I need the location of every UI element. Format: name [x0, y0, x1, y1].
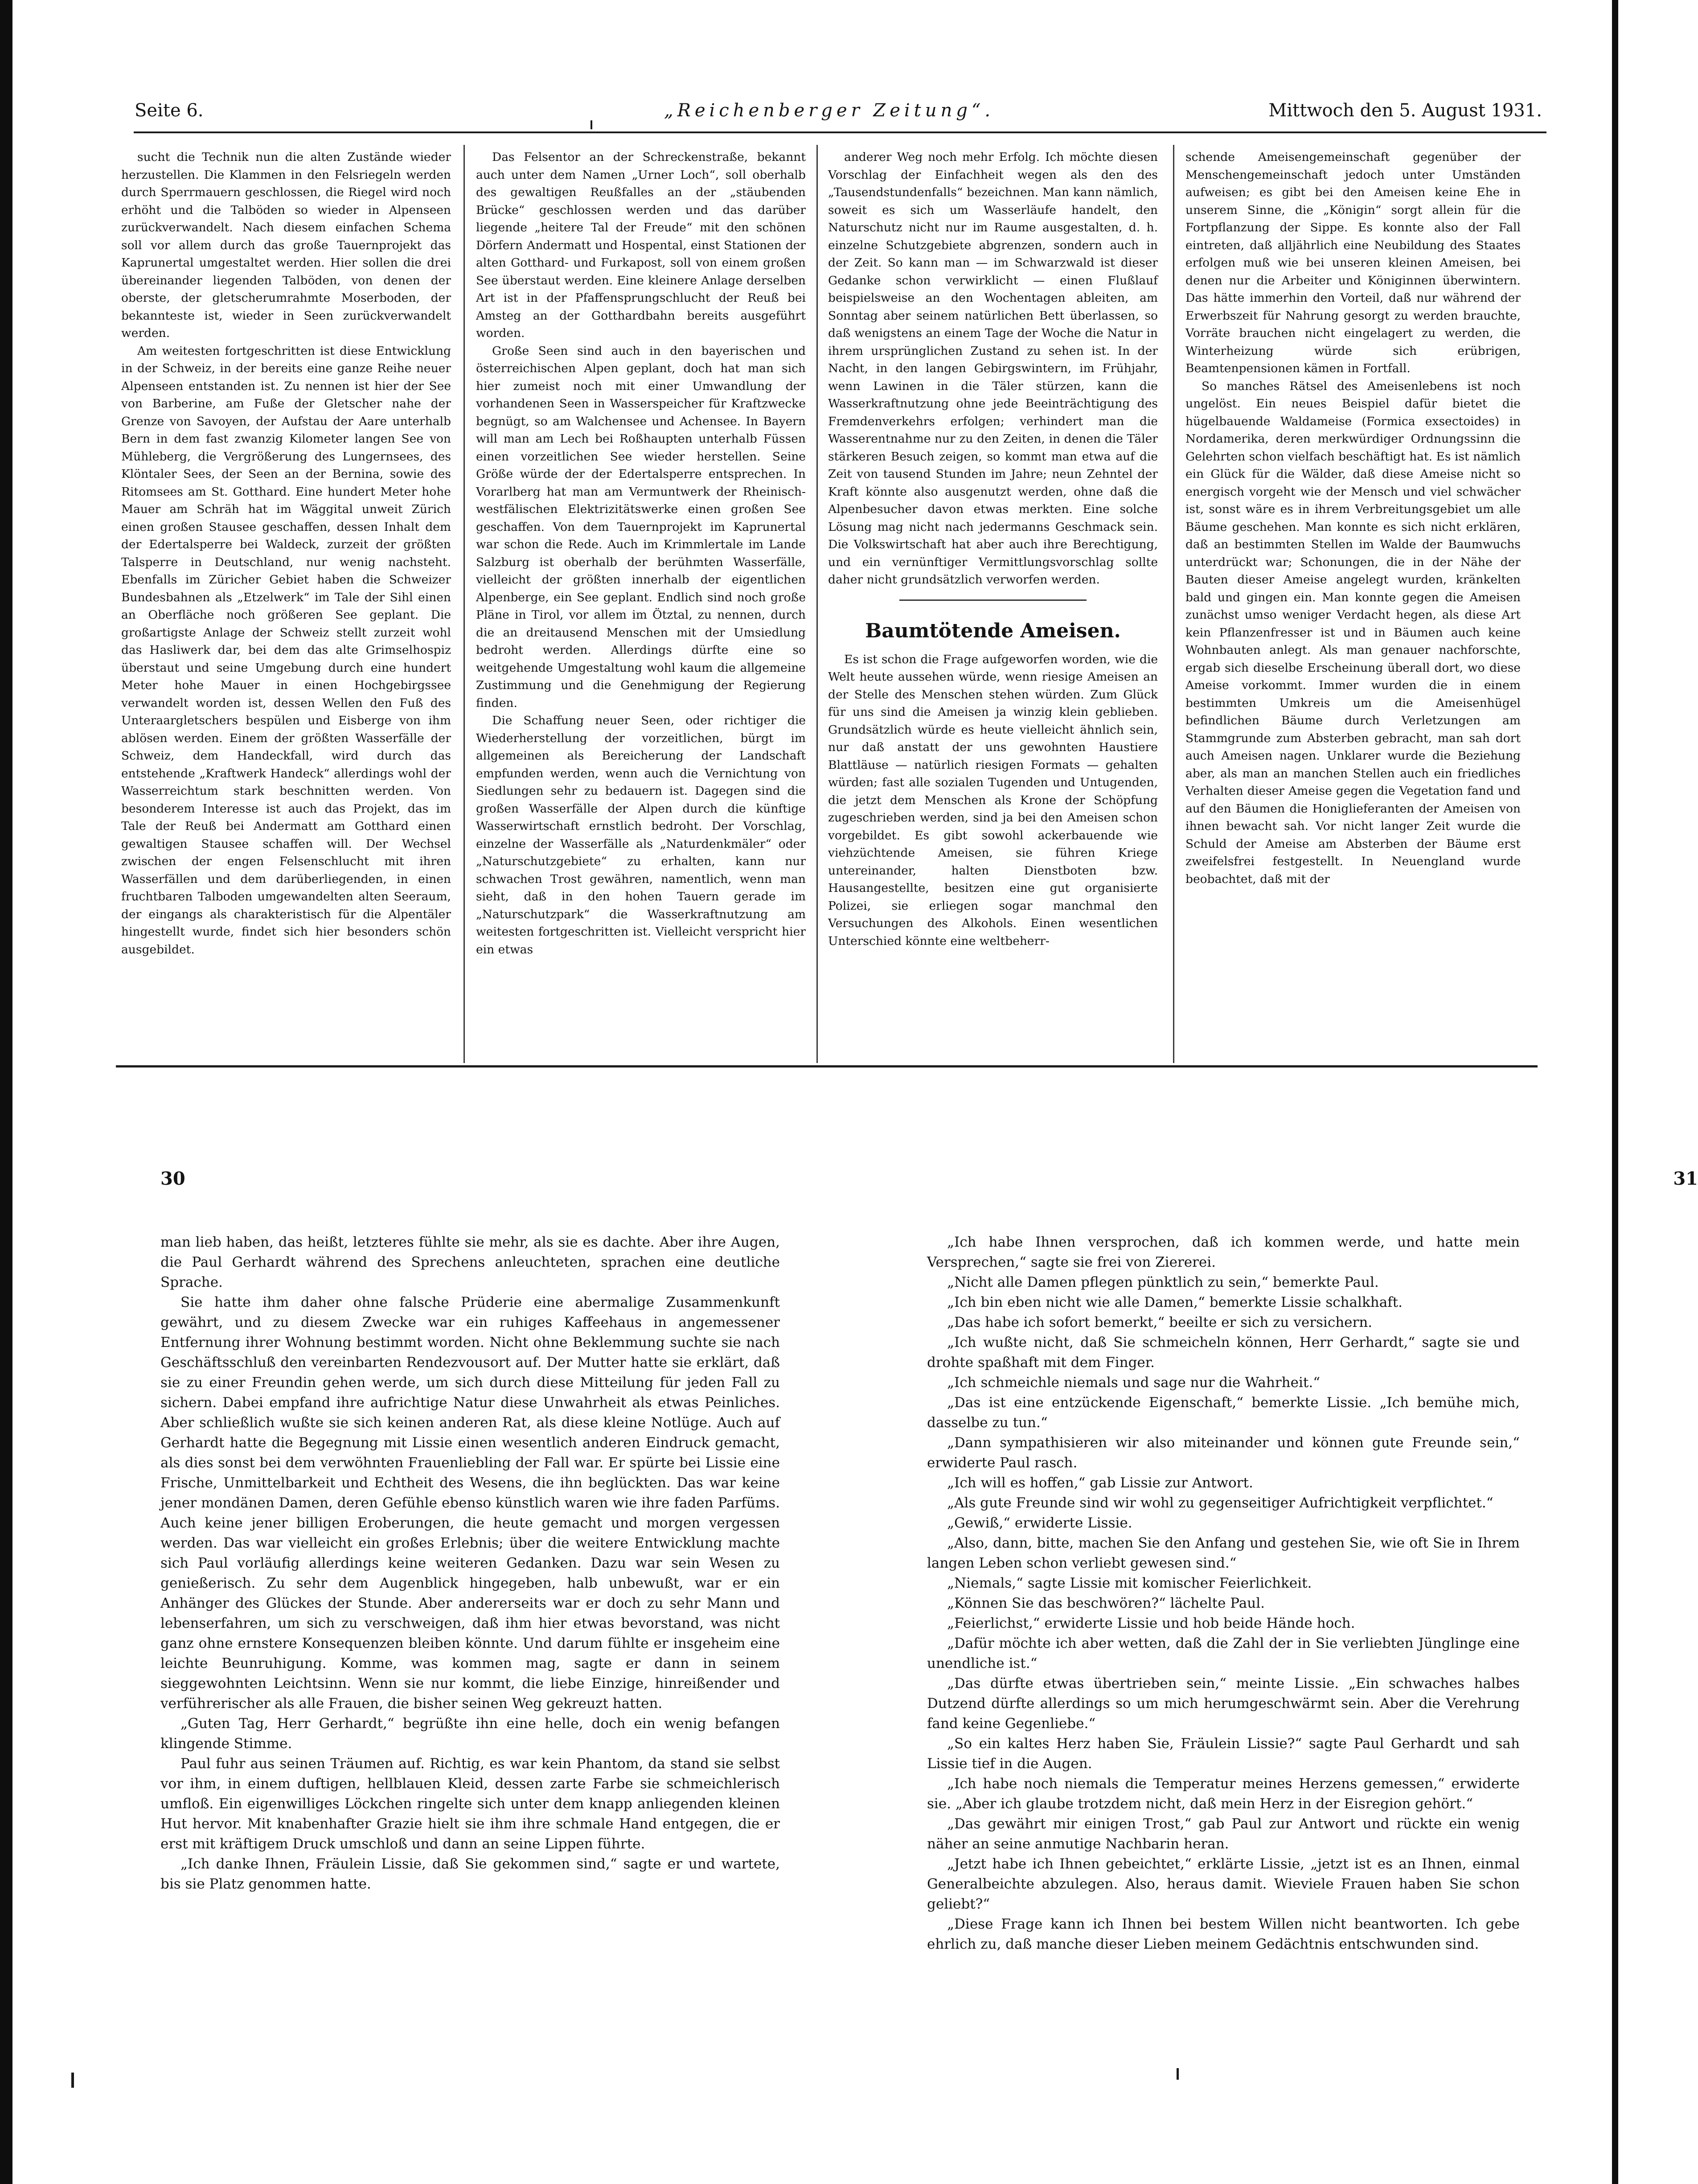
book-paragraph: „Nicht alle Damen pflegen pünktlich zu sein,“ bemerkte Paul. [947, 1274, 1379, 1290]
scanner-edge-left [0, 0, 12, 2184]
book-paragraph: „Dafür möchte ich aber wetten, daß die Zahl der in Sie verliebten Jünglinge eine unendliche ist.“ [927, 1635, 1520, 1671]
book-paragraph: man lieb haben, das heißt, letzteres fühlte sie mehr, als sie es dachte. Aber ihre Augen, die Paul Gerhardt während des Sprechens anleuchteten, sprachen eine deutliche Sprache. [160, 1234, 780, 1290]
page-number: 31 [1673, 1168, 1698, 1189]
book-paragraph: „Feierlichst,“ erwiderte Lissie und hob beide Hände hoch. [947, 1615, 1355, 1631]
column-divider [816, 145, 818, 1063]
book-paragraph: „Ich habe noch niemals die Temperatur meines Herzens gemessen,“ erwiderte sie. „Aber ich glaube trotzdem nicht, daß mein Herz in der Eisregion gehört.“ [927, 1776, 1520, 1812]
book-paragraph: „Ich bin eben nicht wie alle Damen,“ bemerkte Lissie schalkhaft. [947, 1294, 1403, 1310]
book-paragraph: „Gewiß,“ erwiderte Lissie. [947, 1515, 1132, 1531]
book-paragraph: „Dann sympathisieren wir also miteinander und können gute Freunde sein,“ erwiderte Paul rasch. [927, 1435, 1520, 1471]
book-paragraph: „Also, dann, bitte, machen Sie den Anfang und gestehen Sie, wie oft Sie in Ihrem langen Leben schon verliebt gewesen sind.“ [927, 1535, 1520, 1571]
article-paragraph: schende Ameisengemeinschaft gegenüber der Menschengemeinschaft jedoch unter Umständen aufweisen; es gibt bei den Ameisen keine Ehe in unserem Sinne, die „Königin“ sorgt allein für die Fortpflanzung der Sippe. Es konnte also der Fall eintreten, daß alljährlich eine Neubildung des Staates erfolgen muß wie bei unseren kleinen Ameisen, bei denen nur die Arbeiter und Königinnen überwintern. Das hätte immerhin den Vorteil, daß nur während der Erwerbszeit für Nahrung gesorgt zu werden brauchte, Vorräte brauchen nicht eingelagert zu werden, die Winterheizung würde sich erübrigen, Beamtenpensionen kämen in Fortfall. [1185, 150, 1521, 375]
article-paragraph: Es ist schon die Frage aufgeworfen worden, wie die Welt heute aussehen würde, wenn riesige Ameisen an der Stelle des Menschen stehen würden. Zum Glück für uns sind die Ameisen ja winzig klein geblieben. Grundsätzlich würde es heute vielleicht ähnlich sein, nur daß anstatt der uns gewohnten Haustiere Blattläuse — natürlich riesigen Formats — gehalten würden; fast alle sozialen Tugenden und Untugenden, die jetzt dem Menschen als Krone der Schöpfung zugeschrieben werden, sind ja bei den Ameisen schon vorgebildet. Es gibt sowohl ackerbauende wie viehzüchtende Ameisen, sie führen Kriege untereinander, halten Dienstboten bzw. Hausangestellte, besitzen eine gut organisierte Polizei, sie erliegen sogar manchmal den Versuchungen des Alkohols. Einen wesentlichen Unterschied könnte eine weltbeherr- [828, 652, 1158, 948]
article-paragraph: anderer Weg noch mehr Erfolg. Ich möchte diesen Vorschlag der Einfachheit wegen als den des „Tausendstundenfalls“ bezeichnen. Man kann nämlich, soweit es sich um Wasserläufe handelt, den Naturschutz nicht nur im Raume ausgestalten, d. h. einzelne Schutzgebiete abgrenzen, sondern auch in der Zeit. So kann man — im Schwarzwald ist dieser Gedanke schon verwirklicht — einen Flußlauf beispielsweise an den Wochentagen ableiten, am Sonntag aber seinem natürlichen Bett überlassen, so daß wenigstens an einem Tage der Woche die Natur in ihrem ursprünglichen Zustand zu sehen ist. In der Nacht, in den langen Gebirgswintern, im Frühjahr, wenn Lawinen in die Täler stürzen, kann die Wasserkraftnutzung ohne jede Beeinträchtigung des Fremdenverkehrs erfolgen; verhindert man die Wasserentnahme nur zu den Zeiten, in denen die Täler stärkeren Besuch zeigen, so kommt man etwa auf die Zeit von tausend Stunden im Jahre; neun Zehntel der Kraft könnte also ausgenutzt werden, ohne daß die Alpenbesucher davon etwas merkten. Eine solche Lösung mag nicht nach jedermanns Geschmack sein. Die Volkswirtschaft hat aber auch ihre Berechtigung, und ein vernünftiger Vermittlungsvorschlag sollte daher nicht grundsätzlich verworfen werden. [828, 150, 1158, 587]
newspaper-bottom-rule [116, 1065, 1538, 1067]
article-heading: Baumtötende Ameisen. [865, 619, 1121, 642]
newspaper-masthead [107, 96, 1546, 127]
newspaper-column-1 [121, 148, 451, 1062]
book-paragraph: „Jetzt habe ich Ihnen gebeichtet,“ erklärte Lissie, „jetzt ist es an Ihnen, einmal Generalbeichte abzulegen. Also, heraus damit. Wieviele Frauen haben Sie schon geliebt?“ [927, 1856, 1520, 1912]
article-paragraph: Die Schaffung neuer Seen, oder richtiger die Wiederherstellung der vorzeitlichen, bürgt im allgemeinen als Bereicherung der Landschaft empfunden werden, wenn auch die Vernichtung von Siedlungen sehr zu bedauern ist. Dagegen sind die großen Wasserfälle der Alpen durch die künftige Wasserwirtschaft ernstlich bedroht. Der Vorschlag, einzelne der Wasserfälle als „Naturdenkmäler“ oder „Naturschutzgebiete“ zu erhalten, kann nur schwachen Trost gewähren, namentlich, wenn man sieht, daß in den hohen Tauern gerade im „Naturschutzpark“ die Wasserkraftnutzung am weitesten fortgeschritten ist. Vielleicht verspricht hier ein etwas [476, 714, 806, 957]
article-paragraph: sucht die Technik nun die alten Zustände wieder herzustellen. Die Klammen in den Felsriegeln werden durch Sperrmauern geschlossen, die Riegel wird noch erhöht und die Talböden so wieder in Alpenseen zurückverwandelt. Nach diesem einfachen Schema soll vor allem durch das große Tauernprojekt das Kaprunertal umgestaltet werden. Hier sollen die drei übereinander liegenden Talböden, von denen der oberste, der gletscherumrahmte Moserboden, der bekannteste ist, wieder in Seen zurückverwandelt werden. [121, 150, 451, 340]
book-paragraph: „Können Sie das beschwören?“ lächelte Paul. [947, 1595, 1265, 1611]
book-paragraph: „Das gewährt mir einigen Trost,“ gab Paul zur Antwort und rückte ein wenig näher an seine anmutige Nachbarin heran. [927, 1816, 1520, 1852]
book-paragraph: „Ich schmeichle niemals und sage nur die Wahrheit.“ [947, 1375, 1321, 1391]
book-paragraph: „Als gute Freunde sind wir wohl zu gegenseitiger Aufrichtigkeit verpflichtet.“ [947, 1495, 1493, 1511]
newspaper-column-4 [1185, 148, 1521, 1062]
scanner-edge-right [1612, 0, 1618, 2184]
book-paragraph: „Ich danke Ihnen, Fräulein Lissie, daß Sie gekommen sind,“ sagte er und wartete, bis sie Platz genommen hatte. [160, 1856, 780, 1892]
book-paragraph: Sie hatte ihm daher ohne falsche Prüderie eine abermalige Zusammenkunft gewährt, und zu diesem Zwecke war ein ruhiges Kaffeehaus in angemessener Entfernung ihrer Wohnung bestimmt worden. Nicht ohne Beklemmung suchte sie nach Geschäftsschluß den vereinbarten Rendezvousort auf. Der Mutter hatte sie erklärt, daß sie zu einer Freundin gehen werde, um sich durch diese Mitteilung für jeden Fall zu sichern. Dabei empfand ihre aufrichtige Natur diese Unwahrheit als etwas Peinliches. Aber schließlich wußte sie sich keinen anderen Rat, als diese kleine Notlüge. Auch auf Gerhardt hatte die Begegnung mit Lissie einen wesentlich anderen Eindruck gemacht, als dies sonst bei dem verwöhnten Frauenliebling der Fall war. Er spürte bei Lissie eine Frische, Unmittelbarkeit und Echtheit des Wesens, die ihn beglückten. Das war keine jener mondänen Damen, deren Gefühle ebenso künstlich waren wie ihre faden Parfüms. Auch keine jener billigen Eroberungen, die heute gemacht und morgen vergessen werden. Das war vielleicht ein großes Erlebnis; über die weitere Entwicklung machte sich Paul vorläufig allerdings keine weiteren Gedanken. Dazu war sein Wesen zu genießerisch. Zu sehr dem Augenblick hingegeben, halb unbewußt, war er ein Anhänger des Glückes der Stunde. Aber andererseits war er doch zu sehr Mann und lebenserfahren, um sich zu verschweigen, daß ihm hier etwas bevorstand, was nicht ganz ohne ernstere Konsequenzen bleiben könnte. Und darum fühlte er insgeheim eine leichte Beunruhigung. Komme, was kommen mag, sagte er dann in seinem sieggewohnten Leichtsinn. Wenn sie nur kommt, die liebe Einzige, hinreißender und verführerischer als alle Frauen, die bisher seinen Weg gekreuzt hatten. [160, 1294, 780, 1712]
article-paragraph: Große Seen sind auch in den bayerischen und österreichischen Alpen geplant, doch hat man sich hier zumeist noch mit einer Umwandlung der vorhandenen Seen in Wasserspeicher für Kraftzwecke begnügt, so am Walchensee und Achensee. In Bayern will man am Lech bei Roßhaupten unterhalb Füssen einen vorzeitlichen See wieder herstellen. Seine Größe würde der der Edertalsperre entsprechen. In Vorarlberg hat man am Vermuntwerk der Rheinisch-westfälischen Elektrizitätswerke einen großen See geschaffen. Von dem Tauernprojekt im Kaprunertal war schon die Rede. Auch im Krimmlertale im Lande Salzburg ist oberhalb der berühmten Wasserfälle, vielleicht der größten innerhalb der eigentlichen Alpenberge, ein See geplant. Endlich sind noch große Pläne in Tirol, vor allem im Ötztal, zu nennen, durch die an dreitausend Menschen mit der Umsiedlung bedroht werden. Allerdings dürfte eine so weitgehende Umgestaltung wohl kaum die allgemeine Zustimmung und die Genehmigung der Regierung finden. [476, 344, 806, 710]
page-number: 30 [160, 1168, 185, 1189]
book-paragraph: „Ich habe Ihnen versprochen, daß ich kommen werde, und hatte mein Versprechen,“ sagte sie frei von Ziererei. [927, 1234, 1520, 1270]
book-paragraph: „Niemals,“ sagte Lissie mit komischer Feierlichkeit. [947, 1575, 1312, 1591]
newspaper-column-3 [828, 148, 1158, 1062]
book-paragraph: „Ich will es hoffen,“ gab Lissie zur Antwort. [947, 1475, 1253, 1491]
article-paragraph: Das Felsentor an der Schreckenstraße, bekannt auch unter dem Namen „Urner Loch“, soll oberhalb des gewaltigen Reußfalles an der „stäubenden Brücke“ geschlossen werden und das darüber liegende „heitere Tal der Freude“ mit den schönen Dörfern Andermatt und Hospental, einst Stationen der alten Gotthard- und Furkapost, soll von einem großen See überstaut werden. Eine kleinere Anlage derselben Art ist in der Pfaffensprungschlucht der Reuß bei Amsteg an der Gotthardbahn bereits ausgeführt worden. [476, 150, 806, 340]
newspaper-page-label: Seite 6. [135, 100, 204, 121]
book-page-left [160, 1168, 807, 2059]
book-page-right [927, 1168, 1698, 2059]
print-mark [591, 120, 592, 129]
newspaper-name: „Reichenberger Zeitung“. [664, 100, 995, 121]
book-paragraph: „So ein kaltes Herz haben Sie, Fräulein Lissie?“ sagte Paul Gerhardt und sah Lissie tief in die Augen. [927, 1736, 1520, 1772]
book-paragraph: „Das ist eine entzückende Eigenschaft,“ bemerkte Lissie. „Ich bemühe mich, dasselbe zu tun.“ [927, 1395, 1520, 1431]
print-mark [1177, 2068, 1179, 2080]
column-divider [463, 145, 465, 1063]
newspaper-date: Mittwoch den 5. August 1931. [1268, 100, 1542, 121]
book-text [927, 1232, 1520, 2035]
article-paragraph: So manches Rätsel des Ameisenlebens ist noch ungelöst. Ein neues Beispiel dafür bietet die hügelbauende Waldameise (Formica exsectoides) in Nordamerika, deren merkwürdiger Ordnungssinn die Gelehrten schon vielfach beschäftigt hat. Es ist nämlich ein Glück für die Wälder, daß diese Ameise nicht so energisch vorgeht wie der Mensch und viel schwächer ist, sonst wäre es in ihrem Verbreitungsgebiet um alle Bäume geschehen. Man konnte es sich nicht erklären, daß an bestimmten Stellen im Walde der Baumwuchs unterdrückt war; Schonungen, die in der Nähe der Bauten dieser Ameise angelegt wurden, kränkelten bald und gingen ein. Man konnte gegen die Ameisen zunächst umso weniger Verdacht hegen, als diese Art kein Pflanzenfresser ist und in Bäumen auch keine Wohnbauten anlegt. Als man genauer nachforschte, ergab sich dieselbe Erscheinung überall dort, wo diese Ameise vorkommt. Immer wurden die in einem bestimmten Umkreis um die Ameisenhügel befindlichen Bäume durch Verletzungen am Stammgrunde zum Absterben gebracht, man sah dort auch Ameisen nagen. Unklarer wurde die Beziehung aber, als man an manchen Stellen auch ein friedliches Verhalten dieser Ameise gegen die Vegetation fand und auf den Bäumen die Honiglieferanten der Ameisen von ihnen bewacht sah. Vor nicht langer Zeit wurde die Schuld der Ameise am Absterben der Bäume erst zweifelsfrei festgestellt. In Neuengland wurde beobachtet, daß mit der [1185, 379, 1521, 886]
book-paragraph: „Guten Tag, Herr Gerhardt,“ begrüßte ihn eine helle, doch ein wenig befangen klingende Stimme. [160, 1716, 780, 1752]
masthead-rule [134, 131, 1546, 133]
newspaper-column-2 [476, 148, 806, 1062]
book-paragraph: Paul fuhr aus seinen Träumen auf. Richtig, es war kein Phantom, da stand sie selbst vor ihm, in einem duftigen, hellblauen Kleid, dessen zarte Farbe sie schmeichlerisch umfloß. Ein eigenwilliges Löckchen ringelte sich unter dem knapp anliegenden kleinen Hut hervor. Mit knabenhafter Grazie hielt sie ihm ihre schmale Hand entgegen, die er erst mit kräftigem Druck umschloß und dann an seine Lippen führte. [160, 1756, 780, 1852]
column-divider [1173, 145, 1174, 1063]
newspaper-clipping [107, 96, 1546, 1072]
book-paragraph: „Das habe ich sofort bemerkt,“ beeilte er sich zu versichern. [947, 1314, 1373, 1330]
book-text [160, 1232, 780, 2035]
article-paragraph: Am weitesten fortgeschritten ist diese Entwicklung in der Schweiz, in der bereits eine ganze Reihe neuer Alpenseen entstanden ist. Zu nennen ist hier der See von Barberine, am Fuße der Gletscher nahe der Grenze von Savoyen, der Aufstau der Aare unterhalb Bern in dem fast zwanzig Kilometer langen See von Mühleberg, die Vergrößerung des Lungernsees, des Klöntaler Sees, der Seen an der Bernina, sowie des Ritomsees am St. Gotthard. Eine hundert Meter hohe Mauer am Schräh hat im Wäggital unweit Zürich einen großen Stausee geschaffen, dessen Inhalt dem der Edertalsperre bei Waldeck, zurzeit der größten Talsperre in Deutschland, nur wenig nachsteht. Ebenfalls im Züricher Gebiet haben die Schweizer Bundesbahnen als „Etzelwerk“ im Tale der Sihl einen an Oberfläche noch größeren See geplant. Die großartigste Anlage der Schweiz stellt zurzeit wohl das Hasliwerk dar, bei dem das alte Grimselhospiz überstaut und seine Umgebung durch eine hundert Meter hohe Mauer in einen Hochgebirgssee verwandelt worden ist, dessen Wellen den Fuß des Unteraargletschers bespülen und Eisberge von ihm ablösen werden. Einem der größten Wasserfälle der Schweiz, dem Handeckfall, wird durch das entstehende „Kraftwerk Handeck“ allerdings wohl der Wasserreichtum stark beschnitten werden. Von besonderem Interesse ist auch das Projekt, das im Tale der Reuß bei Andermatt am Gotthard einen gewaltigen Stausee schaffen will. Der Wechsel zwischen der engen Felsenschlucht mit ihren Wasserfällen und dem darüberliegenden, in einen fruchtbaren Talboden umgewandelten alten Seeraum, der eingangs als charakteristisch für die Alpentäler hingestellt wurde, findet sich hier besonders schön ausgebildet. [121, 344, 451, 957]
print-mark [71, 2073, 74, 2088]
book-paragraph: „Diese Frage kann ich Ihnen bei bestem Willen nicht beantworten. Ich gebe ehrlich zu, daß manche dieser Lieben meinem Gedächtnis entschwunden sind. [927, 1916, 1520, 1952]
book-paragraph: „Ich wußte nicht, daß Sie schmeicheln können, Herr Gerhardt,“ sagte sie und drohte spaßhaft mit dem Finger. [927, 1334, 1520, 1371]
book-paragraph: „Das dürfte etwas übertrieben sein,“ meinte Lissie. „Ein schwaches halbes Dutzend dürfte allerdings so um mich herumgeschwärmt sein. Aber die Verehrung fand keine Gegenliebe.“ [927, 1675, 1520, 1732]
article-separator [899, 599, 1087, 601]
